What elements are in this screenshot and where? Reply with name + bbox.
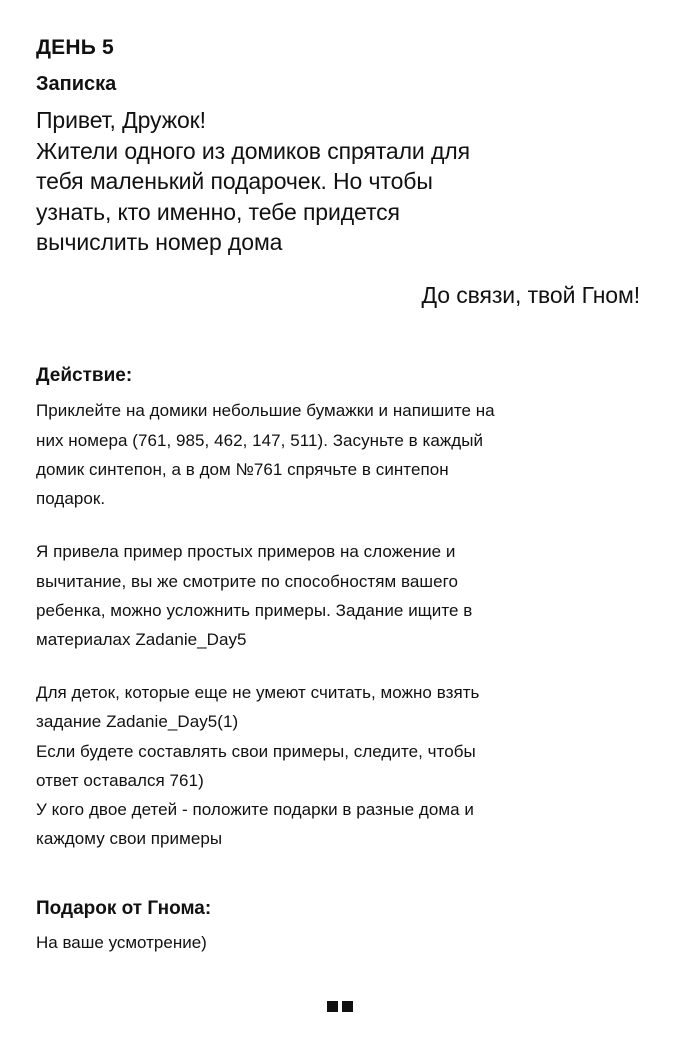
action-line: них номера (761, 985, 462, 147, 511). Засуньте в каждый [36, 430, 484, 450]
note-signature: До связи, твой Гном! [421, 281, 640, 308]
action-line: домик синтепон, а в дом №761 спрячьте в синтепон [36, 459, 449, 479]
action-line: Приклейте на домики небольшие бумажки и напишите на [36, 401, 495, 421]
action-line: материалах Zadanie_Day5 [36, 630, 247, 649]
action-line: задание Zadanie_Day5(1) [36, 712, 239, 732]
gift-section-heading: Подарок от Гнома: [36, 897, 212, 919]
footer-marker [0, 1001, 680, 1012]
action-paragraph [36, 795, 644, 853]
note-line: узнать, кто именно, тебе придется [36, 198, 400, 225]
square-icon [327, 1001, 338, 1012]
action-line: ответ оставался 761) [36, 770, 204, 790]
note-line: вычислить номер дома [36, 229, 283, 256]
action-line: подарок. [36, 489, 106, 509]
action-line: ребенка, можно усложнить примеры. Задание ищите в [36, 600, 473, 620]
action-paragraph [36, 737, 644, 795]
note-body [36, 105, 644, 258]
note-line: тебя маленький подарочек. Но чтобы [36, 168, 433, 195]
action-line: вычитание, вы же смотрите по способностям вашего [36, 571, 458, 591]
action-paragraph [36, 537, 644, 654]
square-icon [342, 1001, 353, 1012]
page-title: ДЕНЬ 5 [36, 36, 114, 59]
action-section-heading: Действие: [36, 364, 133, 386]
note-line: Привет, Дружок! [36, 107, 206, 134]
note-line: Жители одного из домиков спрятали для [36, 137, 470, 164]
action-paragraph [36, 678, 644, 736]
action-paragraph [36, 396, 644, 513]
action-line: У кого двое детей - положите подарки в разные дома и [36, 800, 474, 820]
action-line: Я привела пример простых примеров на сложение и [36, 542, 456, 562]
action-line: Если будете составлять свои примеры, следите, чтобы [36, 741, 476, 761]
note-section-title: Записка [36, 73, 117, 96]
gift-text: На ваше усмотрение) [36, 933, 207, 953]
action-line: Для деток, которые еще не умеют считать, можно взять [36, 683, 480, 703]
action-line: каждому свои примеры [36, 829, 223, 849]
